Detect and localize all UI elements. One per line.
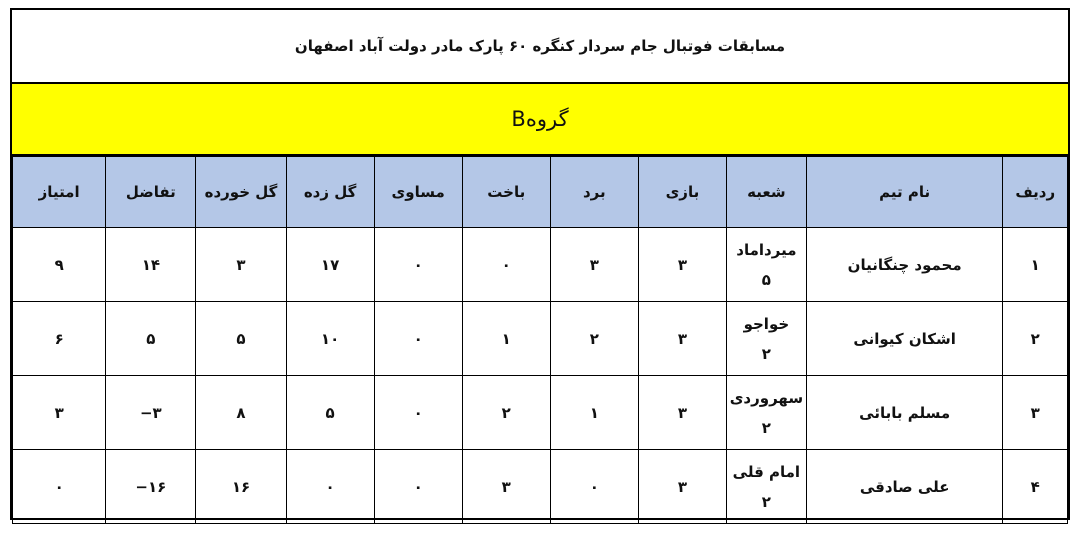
team-cell: اشکان کیوانی [806,302,1003,376]
won-cell: ۰ [550,450,638,524]
diff-cell: ۵ [106,302,196,376]
column-header-rank: ردیف [1003,157,1068,228]
table-row [13,228,1068,302]
branch-number: ۲ [761,492,771,511]
branch-cell [726,228,806,302]
points-cell: ۶ [13,302,106,376]
column-header-branch: شعبه [726,157,806,228]
points-cell: ۰ [13,450,106,524]
drawn-cell: ۰ [374,450,462,524]
goals-against-cell: ۳ [196,228,286,302]
branch-number: ۲ [761,344,771,363]
column-header-goals-for: گل زده [286,157,374,228]
rank-cell: ۳ [1003,376,1068,450]
points-cell: ۳ [13,376,106,450]
points-cell: ۹ [13,228,106,302]
team-cell: مسلم بابائی [806,376,1003,450]
standings-sheet [10,8,1070,520]
column-header-goals-against: گل خورده [196,157,286,228]
goals-against-cell: ۵ [196,302,286,376]
goals-for-cell: ۱۷ [286,228,374,302]
branch-cell [726,450,806,524]
played-cell: ۳ [638,228,726,302]
branch-cell [726,376,806,450]
drawn-cell: ۰ [374,302,462,376]
branch-name: خواجو [743,314,790,333]
drawn-cell: ۰ [374,228,462,302]
rank-cell: ۱ [1003,228,1068,302]
goals-for-cell: ۱۰ [286,302,374,376]
table-row [13,450,1068,524]
played-cell: ۳ [638,450,726,524]
branch-name: امام قلی [732,462,801,481]
column-header-played: بازی [638,157,726,228]
rank-cell: ۴ [1003,450,1068,524]
branch-name: سهروردی [729,388,804,407]
won-cell: ۲ [550,302,638,376]
won-cell: ۳ [550,228,638,302]
table-row [13,376,1068,450]
column-header-lost: باخت [462,157,550,228]
goals-against-cell: ۸ [196,376,286,450]
column-header-drawn: مساوی [374,157,462,228]
goals-for-cell: ۵ [286,376,374,450]
table-row [13,302,1068,376]
branch-cell [726,302,806,376]
lost-cell: ۱ [462,302,550,376]
won-cell: ۱ [550,376,638,450]
goals-for-cell: ۰ [286,450,374,524]
header-row [13,157,1068,228]
lost-cell: ۳ [462,450,550,524]
group-label: گروهB [12,84,1068,156]
page-title: مسابقات فوتبال جام سردار کنگره ۶۰ پارک مادر دولت آباد اصفهان [12,10,1068,84]
column-header-points: امتیاز [13,157,106,228]
lost-cell: ۰ [462,228,550,302]
column-header-won: برد [550,157,638,228]
branch-name: میرداماد [736,240,797,259]
team-cell: محمود چنگانیان [806,228,1003,302]
standings-table [12,156,1068,524]
diff-cell: ‎−۱۶ [106,450,196,524]
played-cell: ۳ [638,376,726,450]
branch-number: ۲ [761,418,771,437]
diff-cell: ‎−۳ [106,376,196,450]
diff-cell: ۱۴ [106,228,196,302]
rank-cell: ۲ [1003,302,1068,376]
team-cell: علی صادقی [806,450,1003,524]
goals-against-cell: ۱۶ [196,450,286,524]
column-header-team: نام تیم [806,157,1003,228]
column-header-diff: تفاضل [106,157,196,228]
drawn-cell: ۰ [374,376,462,450]
branch-number: ۵ [761,270,771,289]
played-cell: ۳ [638,302,726,376]
lost-cell: ۲ [462,376,550,450]
